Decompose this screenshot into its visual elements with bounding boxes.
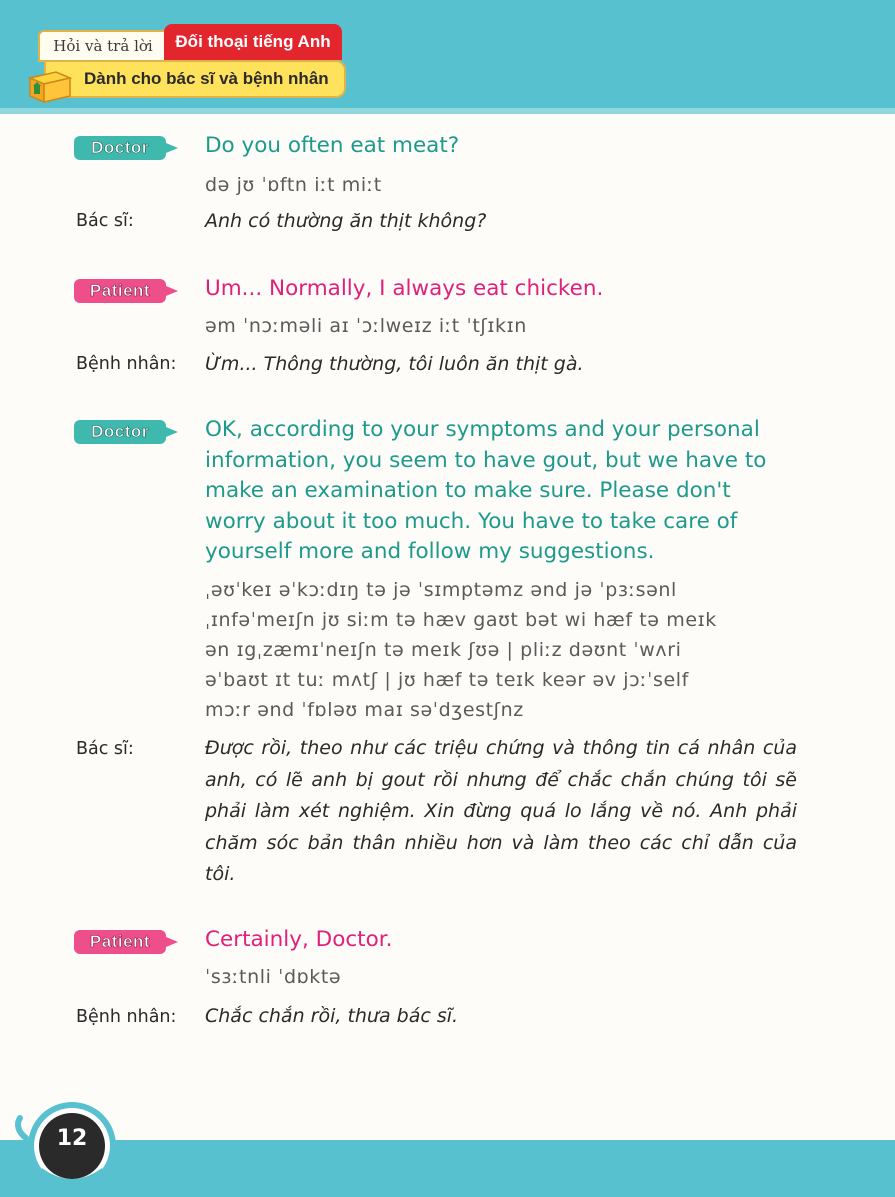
ipa-line: ən ɪgˌzæmɪˈneɪʃn tə meɪk ʃʊə | pliːz dəʊnt ˈwʌri <box>205 639 682 661</box>
ipa-line: əm ˈnɔːməli aɪ ˈɔːlweɪz iːt ˈtʃɪkɪn <box>205 315 527 337</box>
header-band-edge <box>0 108 895 114</box>
speaker-tag-label: Patient <box>74 930 166 954</box>
ipa-line: əˈbaʊt ɪt tuː mʌtʃ | jʊ hæf tə teɪk keər əv jɔːˈself <box>205 669 689 691</box>
speaker-tag-label: Patient <box>74 279 166 303</box>
patient-tag <box>74 930 186 954</box>
doctor-tag <box>74 420 186 444</box>
patient-tag <box>74 279 186 303</box>
speaker-tag-label: Doctor <box>74 420 166 444</box>
vietnamese-line: Ừm... Thông thường, tôi luôn ăn thịt gà. <box>205 353 584 375</box>
ipa-line: ˌɪnfəˈmeɪʃn jʊ siːm tə hæv gaʊt bət wi hæf tə meɪk <box>205 609 717 631</box>
doctor-tag <box>74 136 186 160</box>
ipa-line: ˈsɜːtnli ˈdɒktə <box>205 966 342 988</box>
page-number: 12 <box>56 1126 88 1151</box>
tag-arrow-icon <box>166 427 178 437</box>
english-line: Um... Normally, I always eat chicken. <box>205 276 604 301</box>
tag-arrow-icon <box>166 286 178 296</box>
tag-arrow-icon <box>166 937 178 947</box>
ipa-line: də jʊ ˈɒftn iːt miːt <box>205 174 382 196</box>
tag-arrow-icon <box>166 143 178 153</box>
english-line: Do you often eat meat? <box>205 133 460 158</box>
vietnamese-line: Chắc chắn rồi, thưa bác sĩ. <box>205 1005 459 1027</box>
series-title: Đối thoại tiếng Anh <box>164 24 342 60</box>
ipa-line: ˌəʊˈkeɪ əˈkɔːdɪŋ tə jə ˈsɪmptəmz ənd jə ˈpɜːsənl <box>205 579 677 601</box>
treasure-box-icon <box>26 64 72 104</box>
qa-label: Hỏi và trả lời <box>38 30 168 62</box>
vietnamese-speaker-label: Bác sĩ: <box>76 739 134 759</box>
vietnamese-speaker-label: Bác sĩ: <box>76 211 134 231</box>
vietnamese-line: Anh có thường ăn thịt không? <box>205 210 487 232</box>
ipa-line: mɔːr ənd ˈfɒləʊ maɪ səˈdʒestʃnz <box>205 699 524 721</box>
vietnamese-speaker-label: Bệnh nhân: <box>76 1007 177 1027</box>
speaker-tag-label: Doctor <box>74 136 166 160</box>
english-paragraph: OK, according to your symptoms and your personal information, you seem to have gout, but we have to make an examination to make sure. Please don't worry about it too much. You have to take care of yourself more and follow my suggestions. <box>205 417 767 564</box>
footer-band <box>0 1140 895 1197</box>
english-line: Certainly, Doctor. <box>205 927 393 952</box>
vietnamese-paragraph: Được rồi, theo như các triệu chứng và thông tin cá nhân của anh, có lẽ anh bị gout rồi nhưng để chắc chắn chúng tôi sẽ phải làm xét nghiệm. Xin đừng quá lo lắng về nó. Anh phải chăm sóc bản thân nhiều hơn và làm theo các chỉ dẫn của tôi. <box>205 737 797 885</box>
book-subtitle: Dành cho bác sĩ và bệnh nhân <box>44 60 346 98</box>
vietnamese-speaker-label: Bệnh nhân: <box>76 354 177 374</box>
